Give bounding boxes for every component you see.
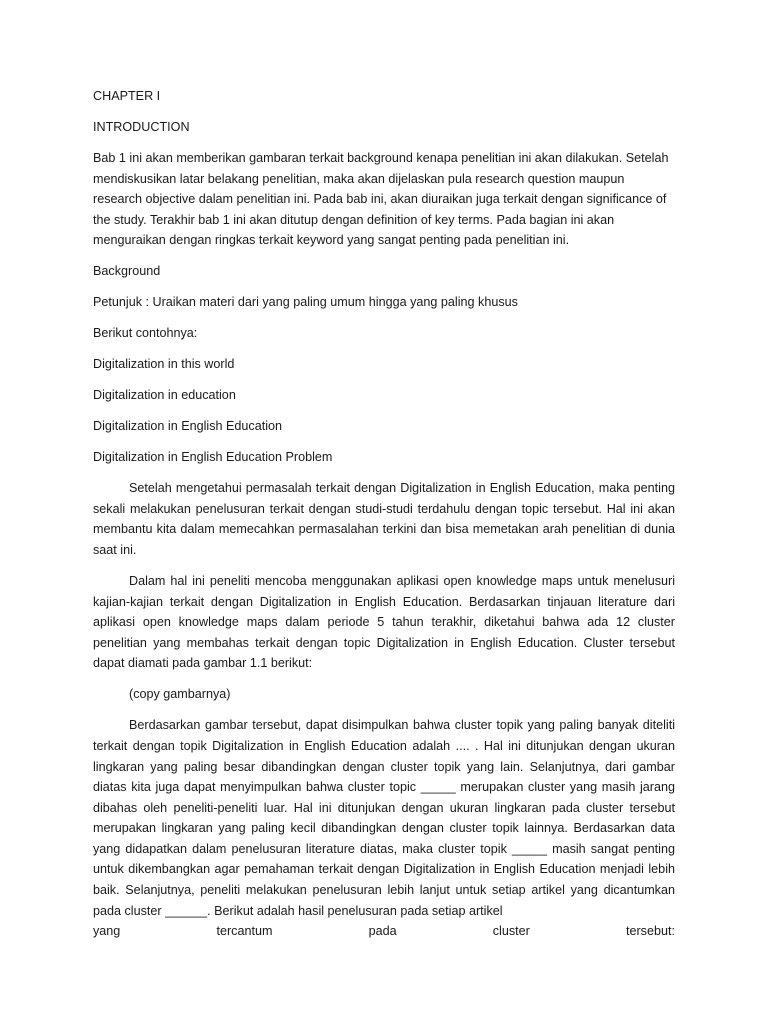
example-item: Digitalization in this world: [93, 357, 235, 372]
document-page: [93, 86, 675, 942]
image-placeholder-note: (copy gambarnya): [129, 687, 231, 702]
chapter-number: CHAPTER I: [93, 89, 161, 103]
body-paragraph-3-final-line: yang tercantum pada cluster tersebut:: [93, 924, 675, 939]
chapter-title: INTRODUCTION: [93, 119, 190, 134]
example-label: Berikut contohnya:: [93, 326, 198, 341]
background-heading: Background: [93, 264, 161, 279]
body-paragraph-2: Dalam hal ini peneliti mencoba menggunakan aplikasi open knowledge maps untuk menelusuri kajian-kajian terkait dengan Digitalization in English Education. Berdasarkan tinjauan literature dari aplikasi open knowledge maps dalam periode 5 tahun terakhir, diketahui bahwa ada 12 cluster penelitian yang membahas terkait dengan topic Digitalization in English Education. Cluster tersebut dapat diamati pada gambar 1.1 berikut:: [93, 573, 675, 671]
example-item: Digitalization in education: [93, 388, 236, 403]
example-item: Digitalization in English Education: [93, 419, 283, 434]
body-paragraph-3: Berdasarkan gambar tersebut, dapat disimpulkan bahwa cluster topik yang paling banyak diteliti terkait dengan topik Digitalization in English Education adalah .... . Hal ini ditunjukan dengan ukuran lingkaran yang paling besar dibandingkan dengan cluster topik yang lain. Selanjutnya, dari gambar diatas kita juga dapat menyimpulkan bahwa cluster topic _____ merupakan cluster yang masih jarang dibahas oleh peneliti-peneliti luar. Hal ini ditunjukan dengan ukuran lingkaran pada cluster tersebut merupakan lingkaran yang paling kecil dibandingkan dengan cluster topik lainnya. Berdasarkan data yang didapatkan dalam penelusuran literature diatas, maka cluster topik _____ masih sangat penting untuk dikembangkan agar pemahaman terkait dengan Digitalization in English Education menjadi lebih baik. Selanjutnya, peneliti melakukan penelusuran lebih lanjut untuk setiap artikel yang dicantumkan pada cluster ______. Berikut adalah hasil penelusuran pada setiap artikel: [93, 718, 675, 918]
instruction-text: Petunjuk : Uraikan materi dari yang paling umum hingga yang paling khusus: [93, 295, 518, 310]
example-item: Digitalization in English Education Problem: [93, 450, 333, 465]
intro-paragraph: Bab 1 ini akan memberikan gambaran terkait background kenapa penelitian ini akan dilakukan. Setelah mendiskusikan latar belakang penelitian, maka akan dijelaskan pula research question maupun research objective dalam penelitian ini. Pada bab ini, akan diuraikan juga terkait dengan significance of the study. Terakhir bab 1 ini akan ditutup dengan definition of key terms. Pada bagian ini akan menguraikan dengan ringkas terkait keyword yang sangat penting pada penelitian ini.: [93, 150, 669, 248]
body-paragraph-1: Setelah mengetahui permasalah terkait dengan Digitalization in English Education, maka penting sekali melakukan penelusuran terkait dengan studi-studi terdahulu dengan topic tersebut. Hal ini akan membantu kita dalam memecahkan permasalahan terkini dan bisa memetakan arah penelitian di dunia saat ini.: [93, 481, 675, 557]
